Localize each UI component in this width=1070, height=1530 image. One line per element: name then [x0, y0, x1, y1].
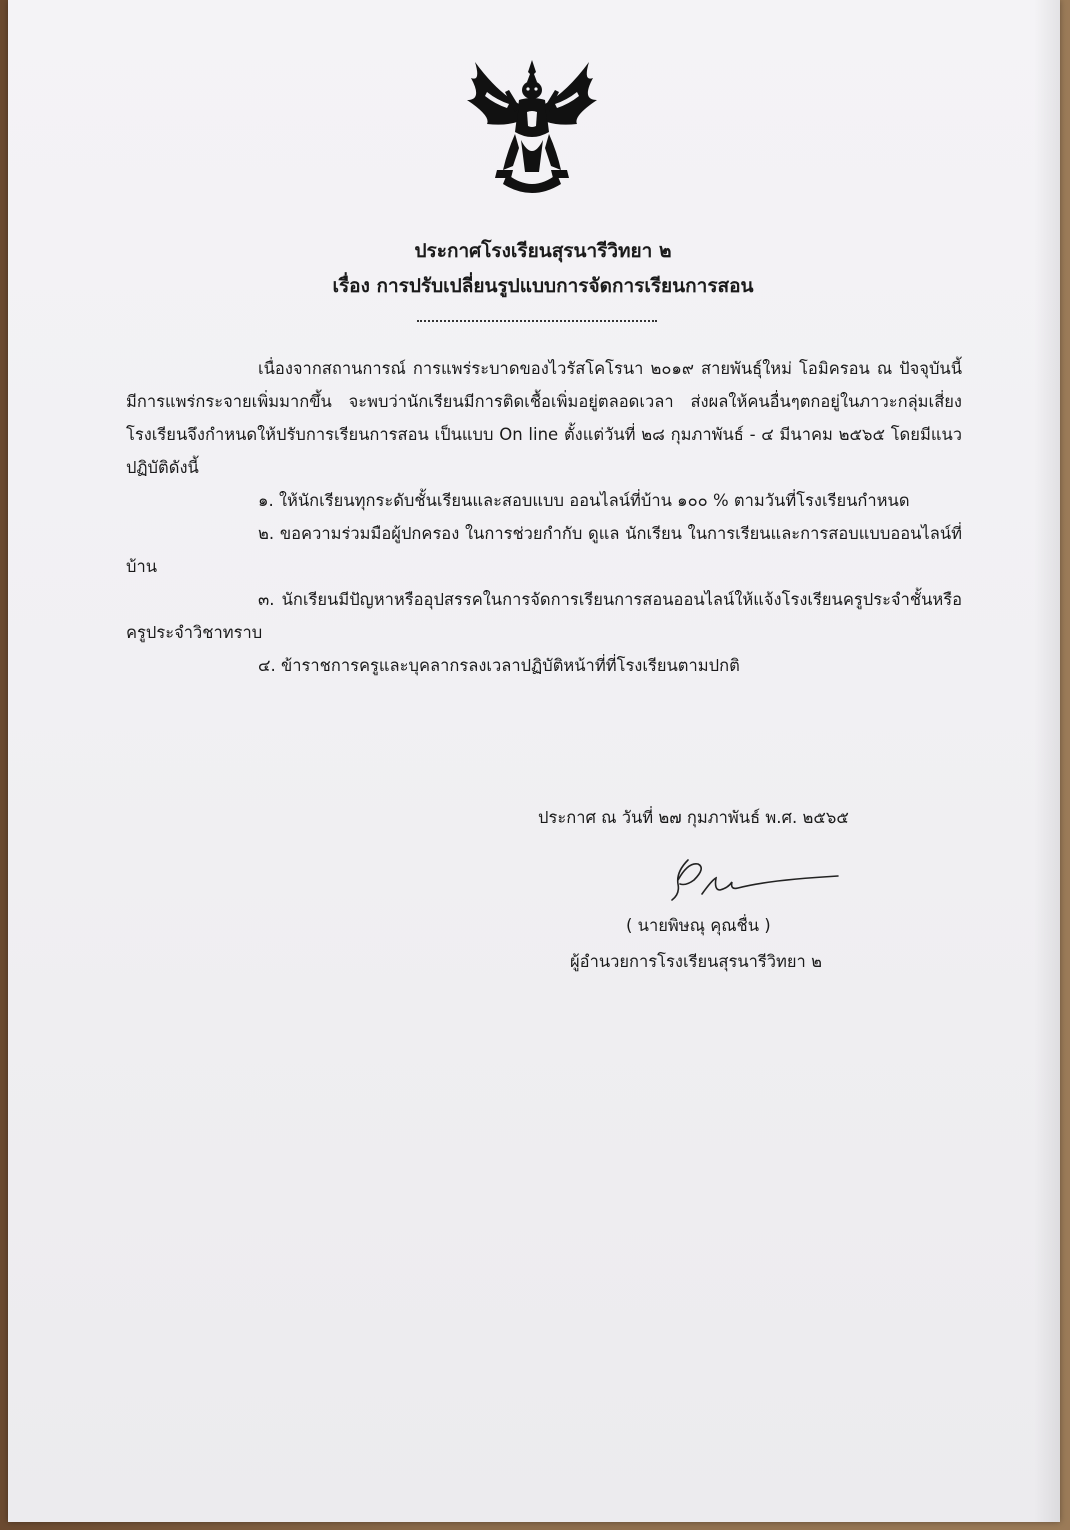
guideline-item-2: ๒. ขอความร่วมมือผู้ปกครอง ในการช่วยกำกับ ดูแล นักเรียน ในการเรียนและการสอบแบบออนไลน์ที่บ้าน [126, 524, 962, 576]
handwritten-signature [658, 850, 858, 910]
guideline-item-1: ๑. ให้นักเรียนทุกระดับชั้นเรียนและสอบแบบ ออนไลน์ที่บ้าน ๑๐๐ % ตามวันที่โรงเรียนกำหนด [258, 491, 910, 510]
announce-date: ประกาศ ณ วันที่ ๒๗ กุมภาพันธ์ พ.ศ. ๒๕๖๕ [538, 808, 849, 827]
signer-title: ผู้อำนวยการโรงเรียนสุรนารีวิทยา ๒ [570, 952, 822, 971]
guideline-item-4: ๔. ข้าราชการครูและบุคลากรลงเวลาปฏิบัติหน้าที่ที่โรงเรียนตามปกติ [258, 656, 740, 675]
announcement-body [126, 352, 962, 682]
announcement-title: ประกาศโรงเรียนสุรนารีวิทยา ๒ [414, 240, 672, 262]
signer-name: ( นายพิษณุ คุณชื่น ) [626, 916, 771, 935]
title-divider [417, 320, 657, 322]
garuda-emblem-icon [457, 52, 607, 202]
announcement-subject: เรื่อง การปรับเปลี่ยนรูปแบบการจัดการเรียนการสอน [332, 275, 754, 297]
intro-paragraph: เนื่องจากสถานการณ์ การแพร่ระบาดของไวรัสโคโรนา ๒๐๑๙ สายพันธุ์ใหม่ โอมิครอน ณ ปัจจุบันนี้มีการแพร่กระจายเพิ่มมากขึ้น จะพบว่านักเรียนมีการติดเชื้อเพิ่มอยู่ตลอดเวลา ส่งผลให้คนอื่นๆตกอยู่ในภาวะกลุ่มเสี่ยง โรงเรียนจึงกำหนดให้ปรับการเรียนการสอน เป็นแบบ On line ตั้งแต่วันที่ ๒๘ กุมภาพันธ์ - ๔ มีนาคม ๒๕๖๕ โดยมีแนวปฏิบัติดังนี้ [126, 359, 962, 477]
guideline-item-3: ๓. นักเรียนมีปัญหาหรืออุปสรรคในการจัดการเรียนการสอนออนไลน์ให้แจ้งโรงเรียนครูประจำชั้นหรือครูประจำวิชาทราบ [126, 590, 962, 642]
document-page [8, 0, 1060, 1522]
